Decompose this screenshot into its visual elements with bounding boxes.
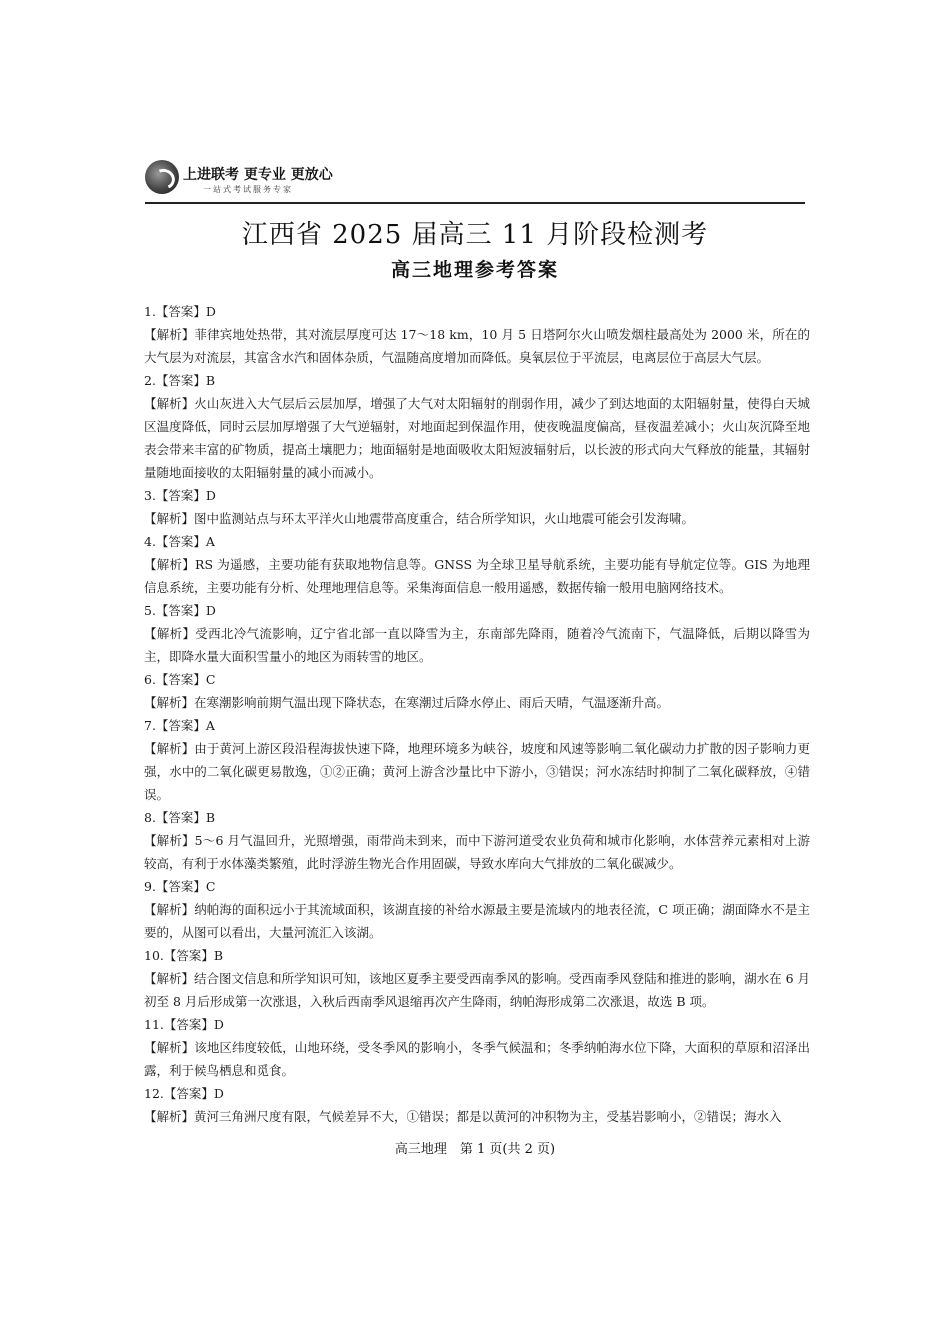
header-divider	[145, 202, 805, 204]
analysis-text: 【解析】图中监测站点与环太平洋火山地震带高度重合，结合所学知识，火山地震可能会引发海啸。	[144, 511, 695, 526]
answer-line: 3.【答案】D	[144, 488, 216, 503]
answer-line: 12.【答案】D	[144, 1086, 224, 1101]
question-item	[144, 714, 810, 806]
analysis-text: 【解析】菲律宾地处热带，其对流层厚度可达 17～18 km，10 月 5 日塔阿尔火山喷发烟柱最高处为 2000 米，所在的大气层为对流层，其富含水汽和固体杂质，气温随高度增加而降低。臭氧层位于平流层，电离层位于高层大气层。	[144, 327, 810, 365]
answer-line: 2.【答案】B	[144, 373, 216, 388]
question-item	[144, 300, 810, 369]
question-item	[144, 944, 810, 1013]
analysis-text: 【解析】该地区纬度较低，山地环绕，受冬季风的影响小，冬季气候温和；冬季纳帕海水位下降，大面积的草原和沼泽出露，利于候鸟栖息和觅食。	[144, 1040, 810, 1078]
analysis-text: 【解析】黄河三角洲尺度有限，气候差异不大，①错误；都是以黄河的冲积物为主，受基岩影响小，②错误；海水入	[144, 1109, 782, 1124]
answer-line: 4.【答案】A	[144, 534, 215, 549]
question-item	[144, 369, 810, 484]
brand-logo-icon	[145, 160, 179, 194]
answer-line: 8.【答案】B	[144, 810, 216, 825]
question-item	[144, 875, 810, 944]
question-item	[144, 530, 810, 599]
answer-line: 5.【答案】D	[144, 603, 216, 618]
analysis-text: 【解析】结合图文信息和所学知识可知，该地区夏季主要受西南季风的影响。受西南季风登陆和推进的影响，湖水在 6 月初至 8 月后形成第一次涨退，入秋后西南季风退缩再次产生降雨，纳帕海形成第二次涨退，故选 B 项。	[144, 971, 810, 1009]
answer-line: 11.【答案】D	[144, 1017, 224, 1032]
analysis-text: 【解析】在寒潮影响前期气温出现下降状态，在寒潮过后降水停止、雨后天晴，气温逐渐升高。	[144, 695, 670, 710]
header-logo	[145, 160, 345, 200]
brand-slogan: 上进联考 更专业 更放心	[183, 167, 333, 183]
question-item	[144, 484, 810, 530]
question-item	[144, 599, 810, 668]
question-item	[144, 806, 810, 875]
answer-list	[144, 300, 810, 1128]
exam-title: 江西省 2025 届高三 11 月阶段检测考	[241, 220, 709, 250]
brand-subtitle: 一站式考试服务专家	[203, 185, 293, 194]
answer-line: 1.【答案】D	[144, 304, 216, 319]
answer-line: 7.【答案】A	[144, 718, 215, 733]
analysis-text: 【解析】由于黄河上游区段沿程海拔快速下降，地理环境多为峡谷，坡度和风速等影响二氧化碳动力扩散的因子影响力更强，水中的二氧化碳更易散逸，①②正确；黄河上游含沙量比中下游小，③错误；河水冻结时抑制了二氧化碳释放，④错误。	[144, 741, 810, 802]
analysis-text: 【解析】5～6 月气温回升，光照增强，雨带尚未到来，而中下游河道受农业负荷和城市化影响，水体营养元素相对上游较高，有利于水体藻类繁殖，此时浮游生物光合作用固碳，导致水库向大气排放的二氧化碳减少。	[144, 833, 810, 871]
answer-line: 6.【答案】C	[144, 672, 216, 687]
question-item	[144, 1013, 810, 1082]
page-footer: 高三地理 第 1 页(共 2 页)	[394, 1142, 556, 1157]
answer-line: 9.【答案】C	[144, 879, 216, 894]
analysis-text: 【解析】受西北冷气流影响，辽宁省北部一直以降雪为主，东南部先降雨，随着冷气流南下，气温降低，后期以降雪为主，即降水量大面积雪量小的地区为雨转雪的地区。	[144, 626, 810, 664]
question-item	[144, 668, 810, 714]
subject-title: 高三地理参考答案	[390, 259, 559, 281]
analysis-text: 【解析】RS 为遥感，主要功能有获取地物信息等。GNSS 为全球卫星导航系统，主要功能有导航定位等。GIS 为地理信息系统，主要功能有分析、处理地理信息等。采集海面信息一般用遥感，数据传输一般用电脑网络技术。	[144, 557, 810, 595]
analysis-text: 【解析】纳帕海的面积远小于其流域面积，该湖直接的补给水源最主要是流域内的地表径流，C 项正确；湖面降水不是主要的，从图可以看出，大量河流汇入该湖。	[144, 902, 810, 940]
analysis-text: 【解析】火山灰进入大气层后云层加厚，增强了大气对太阳辐射的削弱作用，减少了到达地面的太阳辐射量，使得白天城区温度降低，同时云层加厚增强了大气逆辐射，对地面起到保温作用，使夜晚温度偏高，昼夜温差减小；火山灰沉降至地表会带来丰富的矿物质，提高土壤肥力；地面辐射是地面吸收太阳短波辐射后，以长波的形式向大气释放的能量，其辐射量随地面接收的太阳辐射量的减小而减小。	[144, 396, 810, 480]
answer-line: 10.【答案】B	[144, 948, 224, 963]
question-item	[144, 1082, 810, 1128]
